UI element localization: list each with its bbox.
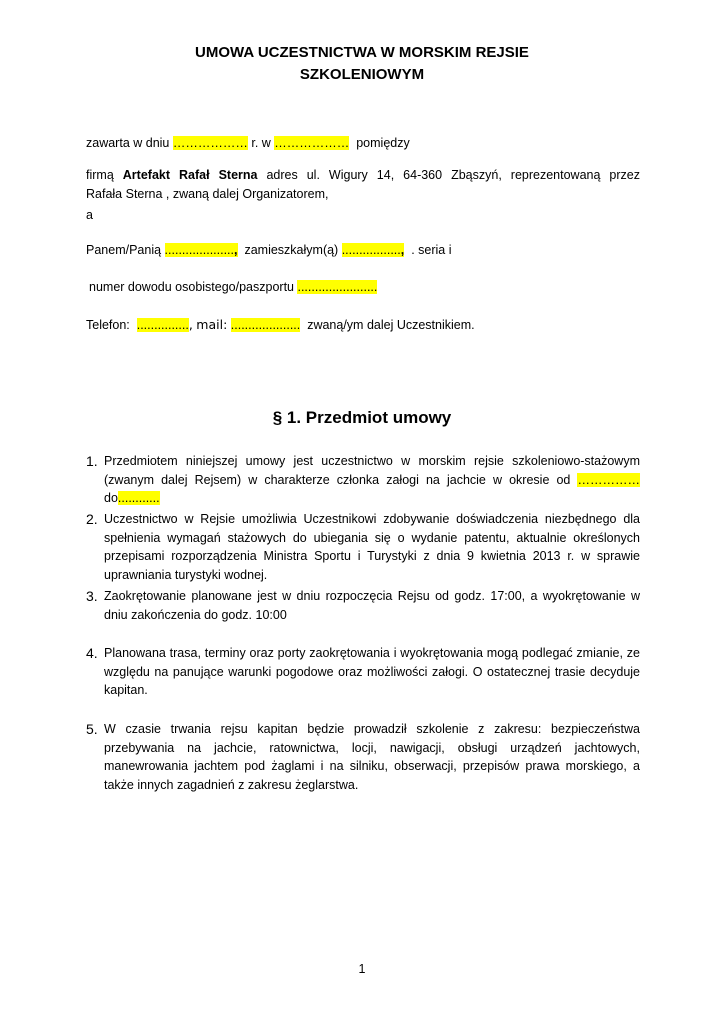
- item-number: 4.: [86, 645, 98, 661]
- intro-pomiedzy: pomiędzy: [356, 136, 410, 150]
- firm-name: Artefakt Rafał Sterna: [122, 168, 258, 182]
- document-title: [120, 42, 604, 86]
- id-label: numer dowodu osobistego/paszportu: [89, 280, 294, 294]
- item-1-line-1: Przedmiotem niniejszej umowy jest uczestnictwo w morskim rejsie szkoleniowo-stażowym: [104, 454, 640, 468]
- id-blank[interactable]: .......................: [297, 280, 378, 294]
- telefon-blank[interactable]: ...............: [136, 318, 189, 332]
- participant-address-comma: ,: [400, 243, 405, 257]
- firm-line-1: [86, 167, 640, 184]
- item-1-do: do: [104, 491, 118, 505]
- contact-line: [86, 316, 475, 334]
- item-text: Uczestnictwo w Rejsie umożliwia Uczestnikowi zdobywanie doświadczenia niezbędnego dla spełnienia wymagań stażowych do ubiegania się o wydanie patentu, aktualnie określonych przepisami rozporządzenia Ministra Sportu i Turystyki z dnia 9 kwietnia 2013 r. w sprawie uprawniania turystyki wodnej.: [104, 512, 640, 582]
- item-number: 5.: [86, 721, 98, 737]
- panem-label: Panem/Panią: [86, 243, 162, 257]
- intro-line: [86, 135, 410, 152]
- item-number: 3.: [86, 588, 98, 604]
- participant-line: [86, 242, 451, 259]
- section-heading: § 1. Przedmiot umowy: [272, 408, 452, 427]
- item-text: Planowana trasa, terminy oraz porty zaokrętowania i wyokrętowania mogą podlegać zmianie, ze względu na panujące warunki pogodowe oraz możliwości załogi. O ostatecznej trasie decyduje kapitan.: [104, 646, 640, 697]
- date-blank[interactable]: ………………: [172, 136, 248, 150]
- firm-prefix: firmą: [86, 168, 114, 182]
- item-text: Zaokrętowanie planowane jest w dniu rozpoczęcia Rejsu od godz. 17:00, a wyokrętowanie w dniu zakończenia do godz. 10:00: [104, 589, 640, 622]
- firm-address: adres ul. Wigury 14, 64-360 Zbąszyń, reprezentowaną przez: [266, 168, 640, 182]
- title-line-2: SZKOLENIOWYM: [299, 66, 425, 83]
- firm-line-2: Rafała Sterna , zwaną dalej Organizatorem,: [86, 187, 329, 201]
- page-number: 1: [358, 962, 366, 976]
- participant-address-blank[interactable]: .................: [341, 243, 401, 257]
- telefon-label: Telefon:: [86, 318, 130, 332]
- item-text: [104, 452, 640, 508]
- and-text: a: [86, 208, 93, 222]
- mail-separator: ,: [188, 317, 193, 332]
- period-end-blank[interactable]: ............: [117, 491, 160, 505]
- period-start-blank[interactable]: ……………: [577, 472, 640, 487]
- participant-name-blank[interactable]: ....................: [164, 243, 235, 257]
- item-1-line-3: [104, 489, 640, 508]
- id-line: [89, 279, 377, 296]
- mail-blank[interactable]: ....................: [230, 318, 301, 332]
- intro-r-w: r. w: [251, 136, 271, 150]
- item-number: 2.: [86, 511, 98, 527]
- zwany-text: zwaną/ym dalej Uczestnikiem.: [307, 318, 475, 332]
- intro-prefix: zawarta w dniu: [86, 136, 170, 150]
- title-line-1: UMOWA UCZESTNICTWA W MORSKIM REJSIE: [195, 44, 529, 61]
- place-blank[interactable]: ………………: [274, 136, 350, 150]
- item-1-line-2-text: (zwanym dalej Rejsem) w charakterze członka załogi na jachcie w okresie od: [104, 472, 571, 487]
- seria-label: . seria i: [411, 243, 452, 257]
- mail-label: mail:: [196, 317, 228, 332]
- item-1-line-2: [104, 471, 640, 490]
- item-text: W czasie trwania rejsu kapitan będzie prowadził szkolenie z zakresu: bezpieczeństwa przebywania na jachcie, ratownictwa, locji, nawigacji, obsługi urządzeń jachtowych, manewrowania jachtem pod żaglami i na silniku, obserwacji, przepisów prawa morskiego, a także innych zagadnień z zakresu żeglarstwa.: [104, 722, 640, 792]
- participant-name-comma: ,: [234, 243, 238, 257]
- zamieszkaly-label: zamieszkałym(ą): [244, 243, 339, 257]
- item-number: 1.: [86, 453, 98, 469]
